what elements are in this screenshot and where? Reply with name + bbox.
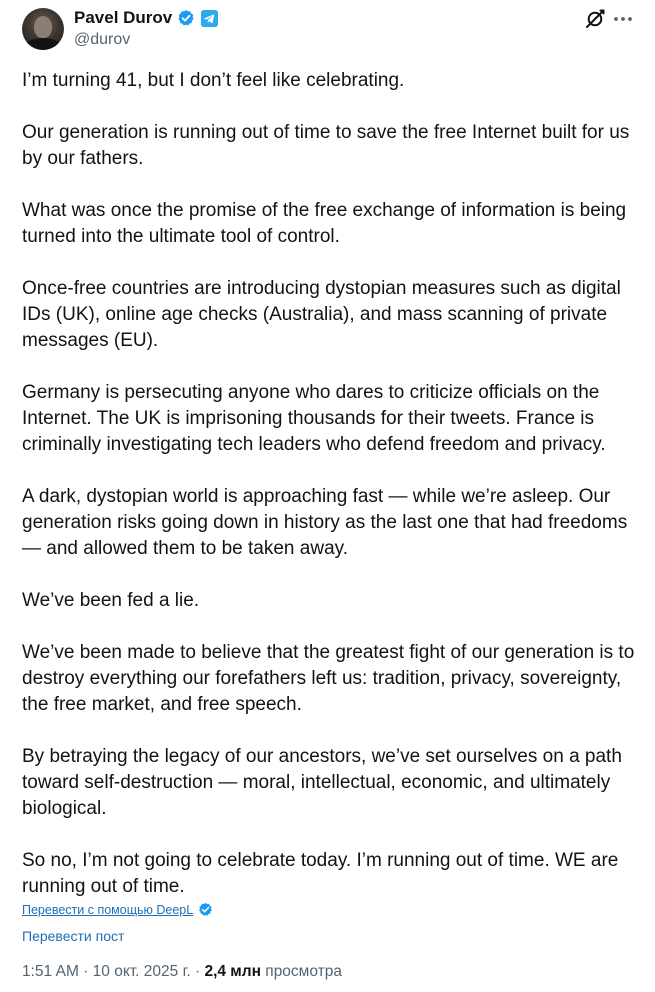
avatar-shoulders bbox=[24, 38, 62, 50]
post-paragraph: What was once the promise of the free exchange of information is being turned into the ultimate tool of control. bbox=[22, 200, 627, 247]
post-paragraph: By betraying the legacy of our ancestors, we’ve set ourselves on a path toward self-destruction — moral, intellectual, economic, and ultimately biological. bbox=[22, 746, 622, 819]
views-count[interactable]: 2,4 млн bbox=[204, 963, 261, 980]
post-paragraph: We’ve been made to believe that the greatest fight of our generation is to destroy everything our forefathers left us: tradition, privacy, sovereignty, the free market, and free speech. bbox=[22, 642, 635, 715]
post-paragraph: We’ve been fed a lie. bbox=[22, 590, 200, 611]
author-display-name[interactable]: Pavel Durov bbox=[74, 8, 173, 27]
post-time[interactable]: 1:51 AM bbox=[22, 963, 79, 980]
translate-post-link[interactable]: Перевести пост bbox=[22, 928, 125, 944]
translate-deepl-label[interactable]: Перевести с помощью DeepL bbox=[22, 902, 194, 917]
author-handle[interactable]: @durov bbox=[74, 31, 131, 48]
post-paragraph: Our generation is running out of time to save the free Internet built for us by our fathers. bbox=[22, 122, 630, 169]
post-paragraph: Germany is persecuting anyone who dares to criticize officials on the Internet. The UK is imprisoning thousands for their tweets. France is criminally investigating tech leaders who defend freedom and privacy. bbox=[22, 382, 606, 455]
views-label: просмотра bbox=[265, 963, 342, 980]
post-paragraph: So no, I’m not going to celebrate today. I’m running out of time. WE are running out of time. bbox=[22, 850, 619, 897]
verified-badge-icon[interactable] bbox=[177, 9, 195, 27]
author-name-row bbox=[74, 7, 218, 29]
post-date[interactable]: 10 окт. 2025 г. bbox=[92, 963, 191, 980]
more-options-icon[interactable] bbox=[612, 9, 634, 29]
deepl-verified-icon bbox=[198, 902, 213, 917]
meta-separator: · bbox=[83, 963, 89, 980]
post-paragraph: Once-free countries are introducing dystopian measures such as digital IDs (UK), online age checks (Australia), and mass scanning of private messages (EU). bbox=[22, 278, 621, 351]
grok-icon[interactable] bbox=[584, 8, 606, 30]
avatar[interactable] bbox=[22, 8, 64, 50]
telegram-badge-icon[interactable] bbox=[201, 10, 218, 27]
post-meta bbox=[22, 963, 342, 981]
meta-separator: · bbox=[194, 963, 201, 980]
avatar-face bbox=[34, 16, 52, 38]
post-paragraph: A dark, dystopian world is approaching fast — while we’re asleep. Our generation risks going down in history as the last one that had freedoms — and allowed them to be taken away. bbox=[22, 486, 628, 559]
translate-deepl-link[interactable] bbox=[22, 902, 213, 917]
post-text bbox=[22, 68, 640, 900]
post-paragraph: I’m turning 41, but I don’t feel like celebrating. bbox=[22, 70, 405, 91]
